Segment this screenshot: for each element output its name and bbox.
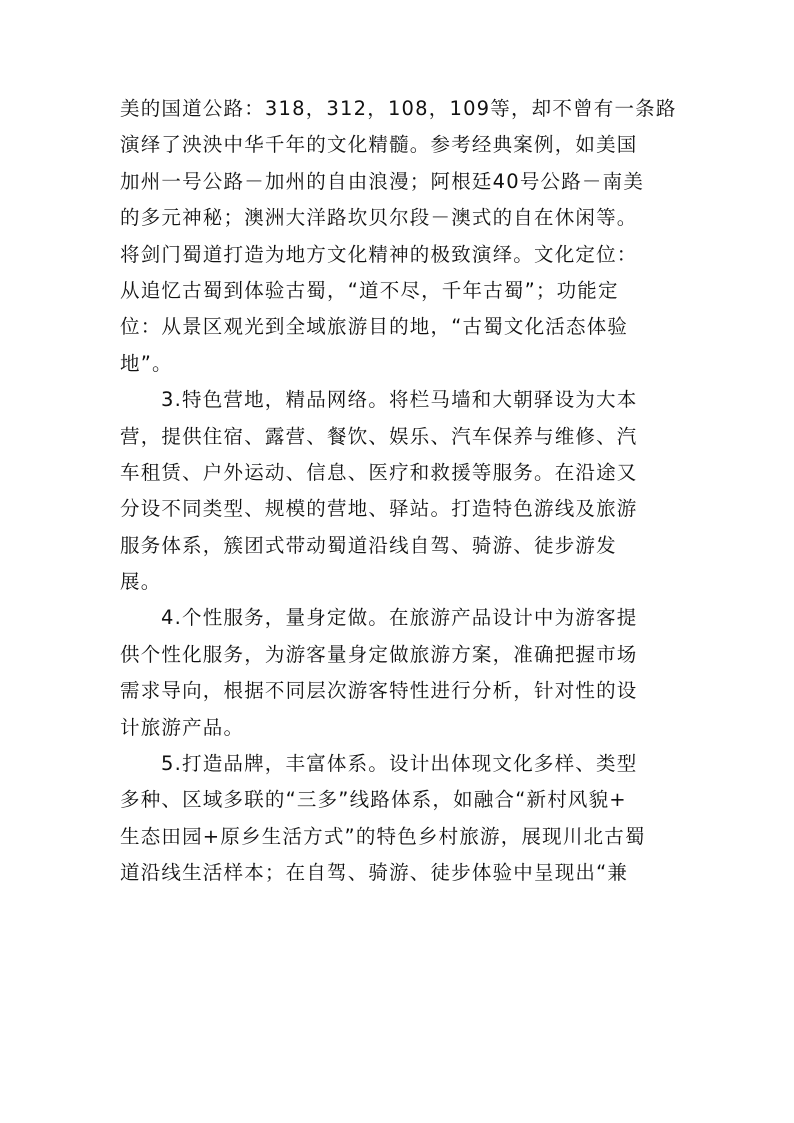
text-line: 道沿线生活样本；在自驾、骑游、徒步体验中呈现出“兼 (120, 861, 629, 885)
text-line: 多种、区域多联的“三多”线路体系，如融合“新村风貌+ (120, 788, 627, 812)
text-line: 车租赁、户外运动、信息、医疗和救援等服务。在沿途又 (120, 460, 638, 484)
text-line: 演绎了泱泱中华千年的文化精髓。参考经典案例，如美国 (120, 133, 638, 157)
text-line: 分设不同类型、规模的营地、驿站。打造特色游线及旅游 (120, 497, 638, 521)
text-line: 加州一号公路－加州的自由浪漫；阿根廷40号公路－南美 (120, 169, 645, 193)
text-line: 需求导向，根据不同层次游客特性进行分析，针对性的设 (120, 679, 638, 703)
paragraph-3-heading-line: 3.特色营地，精品网络。将栏马墙和大朝驿设为大本 (161, 388, 638, 412)
text-line: 地”。 (120, 351, 173, 375)
text-line: 位：从景区观光到全域旅游目的地，“古蜀文化活态体验 (120, 315, 629, 339)
text-line: 服务体系，簇团式带动蜀道沿线自驾、骑游、徒步游发 (120, 533, 617, 557)
text-line: 营，提供住宿、露营、餐饮、娱乐、汽车保养与维修、汽 (120, 424, 638, 448)
text-line: 从追忆古蜀到体验古蜀，“道不尽，千年古蜀”；功能定 (120, 278, 619, 302)
text-line: 展。 (120, 570, 162, 594)
paragraph-5-heading-line: 5.打造品牌，丰富体系。设计出体现文化多样、类型 (161, 752, 638, 776)
text-line: 将剑门蜀道打造为地方文化精神的极致演绎。文化定位： (120, 242, 638, 266)
text-line: 美的国道公路：318，312，108，109等，却不曾有一条路 (120, 97, 677, 120)
text-line: 计旅游产品。 (120, 715, 245, 739)
text-line: 供个性化服务，为游客量身定做旅游方案，准确把握市场 (120, 642, 638, 666)
text-line: 的多元神秘；澳洲大洋路坎贝尔段－澳式的自在休闲等。 (120, 206, 638, 230)
paragraph-4-heading-line: 4.个性服务，量身定做。在旅游产品设计中为游客提 (161, 606, 638, 630)
text-line: 生态田园+原乡生活方式”的特色乡村旅游，展现川北古蜀 (120, 824, 646, 848)
body-text (120, 91, 676, 892)
